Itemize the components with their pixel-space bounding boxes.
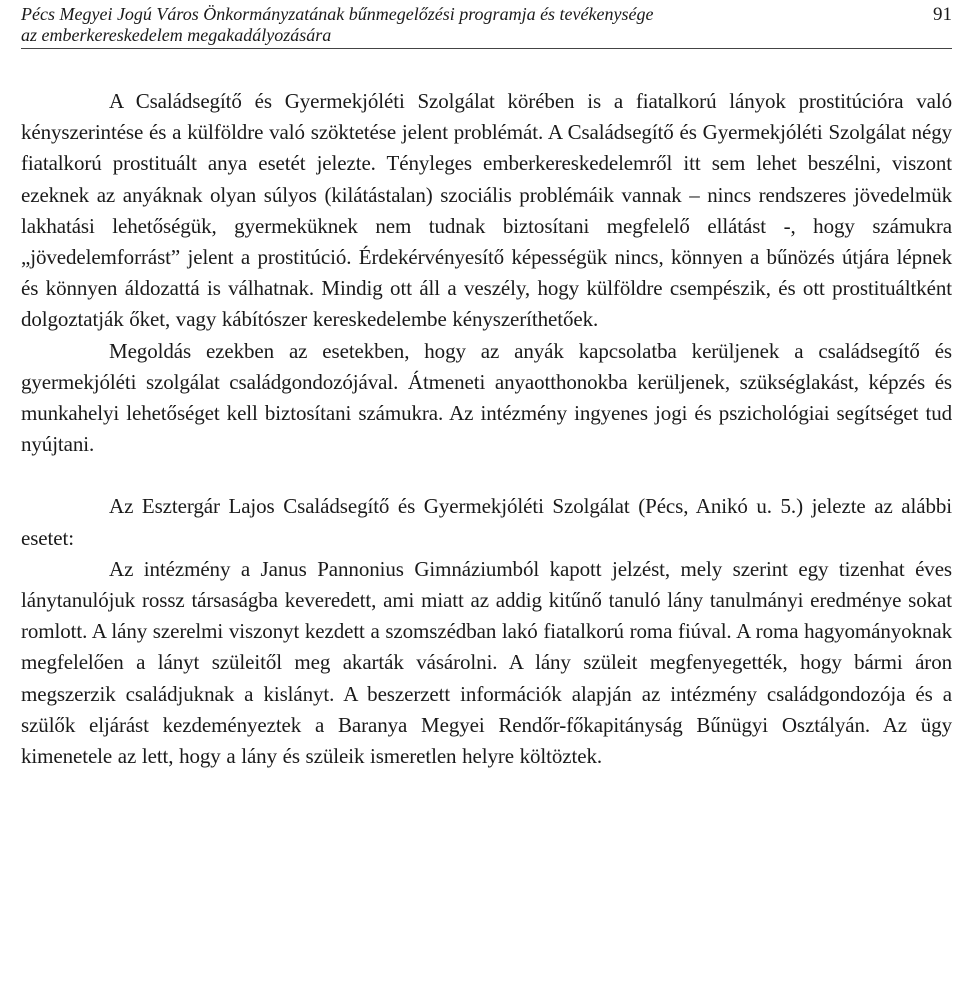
document-page	[21, 0, 952, 769]
header-title-line-1: Pécs Megyei Jogú Város Önkormányzatának bűnmegelőzési programja és tevékenysége	[21, 4, 654, 24]
paragraph-spacer	[21, 460, 952, 491]
page-number: 91	[933, 4, 952, 25]
paragraph-4: Az intézmény a Janus Pannonius Gimnáziumból kapott jelzést, mely szerint egy tizenhat éves lánytanulójuk rossz társaságba keveredett, ami miatt az addig kitűnő tanuló lány tanulmányi eredménye sokat romlott. A lány szerelmi viszonyt kezdett a szomszédban lakó fiatalkorú roma fiúval. A roma hagyományoknak megfelelően a lányt szüleitől meg akarták vásárolni. A lány szüleit megfenyegették, hogy bármi áron megszerzik családjuknak a kislányt. A beszerzett információk alapján az intézmény családgondozója és a szülők eljárást kezdeményeztek a Baranya Megyei Rendőr-főkapitányság Bűnügyi Osztályán. Az ügy kimenetele az lett, hogy a lány és szüleik ismeretlen helyre költöztek.	[21, 556, 952, 769]
paragraph-2: Megoldás ezekben az esetekben, hogy az anyák kapcsolatba kerüljenek a családsegítő és gyermekjóléti szolgálat családgondozójával. Átmeneti anyaotthonokba kerüljenek, szükséglakást, képzés és munkahelyi lehetőséget kell biztosítani számukra. Az intézmény ingyenes jogi és pszichológiai segítséget tud nyújtani.	[21, 338, 952, 457]
paragraph-1: A Családsegítő és Gyermekjóléti Szolgálat körében is a fiatalkorú lányok prostitúcióra való kényszerintése és a külföldre való szöktetése jelent problémát. A Családsegítő és Gyermekjóléti Szolgálat négy fiatalkorú prostituált anya esetét jelezte. Tényleges emberkereskedelemről itt sem lehet beszélni, viszont ezeknek az anyáknak olyan súlyos (kilátástalan) szociális problémáik vannak – nincs rendszeres jövedelmük lakhatási lehetőségük, gyermeküknek nem tudnak biztosítani megfelelő ellátást -, hogy számukra „jövedelemforrást” jelent a prostitúció. Érdekérvényesítő képességük nincs, könnyen a bűnözés útjára lépnek és könnyen áldozattá is válhatnak. Mindig ott áll a veszély, hogy külföldre csempészik, és ott prostituáltként dolgoztatják őket, vagy kábítószer kereskedelembe kényszeríthetőek.	[21, 89, 952, 332]
running-header	[21, 0, 952, 49]
header-title-line-2: az emberkereskedelem megakadályozására	[21, 25, 332, 45]
paragraph-3: Az Esztergár Lajos Családsegítő és Gyermekjóléti Szolgálat (Pécs, Anikó u. 5.) jelezte az alábbi esetet:	[21, 494, 952, 550]
body-text	[21, 86, 952, 772]
